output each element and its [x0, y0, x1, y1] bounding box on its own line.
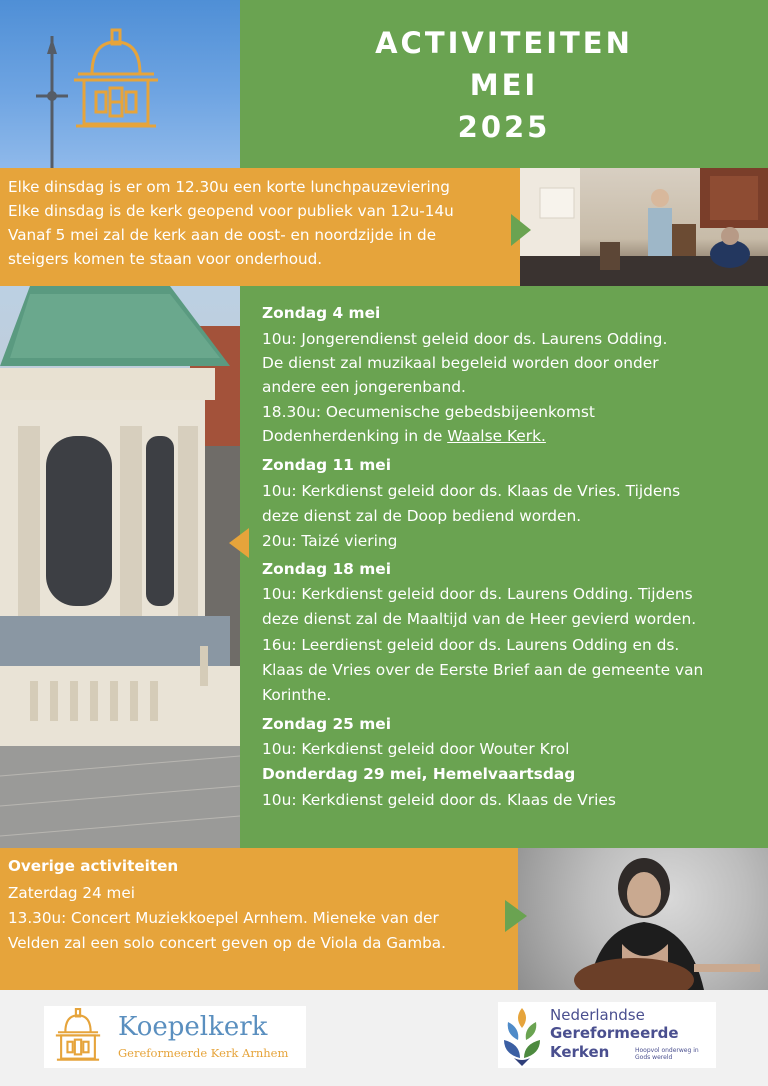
schedule-line: 16u: Leerdienst geleid door ds. Laurens Odding en ds. — [262, 636, 680, 654]
koepelkerk-logo — [44, 1006, 306, 1068]
waalse-kerk-link[interactable]: Waalse Kerk. — [447, 427, 546, 445]
title-panel — [240, 0, 768, 168]
schedule-day-heading: Zondag 4 mei — [262, 304, 381, 322]
schedule-line: De dienst zal muzikaal begeleid worden door onder — [262, 354, 659, 372]
other-activity-line: Velden zal een solo concert geven op de Viola da Gamba. — [8, 934, 446, 952]
schedule-line: 10u: Jongerendienst geleid door ds. Laurens Odding. — [262, 330, 668, 348]
schedule-line: 10u: Kerkdienst geleid door ds. Laurens Odding. Tijdens — [262, 585, 693, 603]
schedule-line: 18.30u: Oecumenische gebedsbijeenkomst — [262, 403, 595, 421]
dome-icon — [66, 28, 166, 138]
schedule-line: deze dienst zal de Maaltijd van de Heer gevierd worden. — [262, 610, 697, 628]
schedule-line: 10u: Kerkdienst geleid door ds. Klaas de Vries. Tijdens — [262, 482, 681, 500]
notice-line: Vanaf 5 mei zal de kerk aan de oost- en noordzijde in de — [8, 226, 437, 244]
page-title-line-3: 2025 — [457, 110, 551, 144]
schedule-day-heading: Zondag 25 mei — [262, 715, 391, 733]
schedule-line: 10u: Kerkdienst geleid door ds. Klaas de Vries — [262, 791, 616, 809]
other-activities-title: Overige activiteiten — [8, 857, 179, 875]
triangle-right-icon — [505, 900, 527, 932]
other-activity-line: Zaterdag 24 mei — [8, 884, 135, 902]
triangle-right-icon — [511, 214, 531, 246]
header-photo — [0, 0, 240, 168]
church-dome-photo — [0, 286, 240, 848]
other-activity-line: 13.30u: Concert Muziekkoepel Arnhem. Mieneke van der — [8, 909, 439, 927]
koepelkerk-name: Koepelkerk — [118, 1012, 268, 1042]
notice-line: Elke dinsdag is de kerk geopend voor publiek van 12u-14u — [8, 202, 454, 220]
ngk-name-line-2: Gereformeerde — [550, 1024, 679, 1042]
ngk-logo — [498, 1002, 716, 1068]
ngk-name-line-3: Kerken — [550, 1043, 610, 1061]
schedule-line: 20u: Taizé viering — [262, 532, 398, 550]
schedule-line: deze dienst zal de Doop bediend worden. — [262, 507, 582, 525]
schedule-panel — [240, 286, 768, 848]
schedule-line-text: Dodenherdenking in de — [262, 427, 448, 445]
schedule-line: 10u: Kerkdienst geleid door Wouter Krol — [262, 740, 570, 758]
triangle-left-icon — [229, 528, 249, 558]
schedule-day-heading: Donderdag 29 mei, Hemelvaartsdag — [262, 765, 576, 783]
ngk-name-line-1: Nederlandse — [550, 1006, 645, 1024]
page-title-line-1: ACTIVITEITEN — [375, 26, 633, 60]
koepelkerk-subtitle: Gereformeerde Kerk Arnhem — [118, 1046, 289, 1060]
lunch-service-photo — [520, 168, 768, 286]
footer — [0, 990, 768, 1086]
weekly-notice-panel — [0, 168, 520, 286]
schedule-line: Korinthe. — [262, 686, 332, 704]
schedule-line: andere een jongerenband. — [262, 378, 466, 396]
other-activities-panel — [0, 848, 518, 990]
ngk-tagline: Hoopvol onderweg in Gods wereld — [635, 1047, 699, 1061]
notice-line: Elke dinsdag is er om 12.30u een korte lunchpauzeviering — [8, 178, 450, 196]
page-title-line-2: MEI — [469, 68, 539, 102]
dome-icon — [46, 1008, 110, 1066]
schedule-day-heading: Zondag 18 mei — [262, 560, 391, 578]
schedule-line — [262, 427, 546, 445]
schedule-day-heading: Zondag 11 mei — [262, 456, 391, 474]
schedule-line: Klaas de Vries over de Eerste Brief aan de gemeente van — [262, 661, 704, 679]
ngk-leaf-icon — [500, 1004, 544, 1066]
musician-photo — [518, 848, 768, 990]
notice-line: steigers komen te staan voor onderhoud. — [8, 250, 323, 268]
